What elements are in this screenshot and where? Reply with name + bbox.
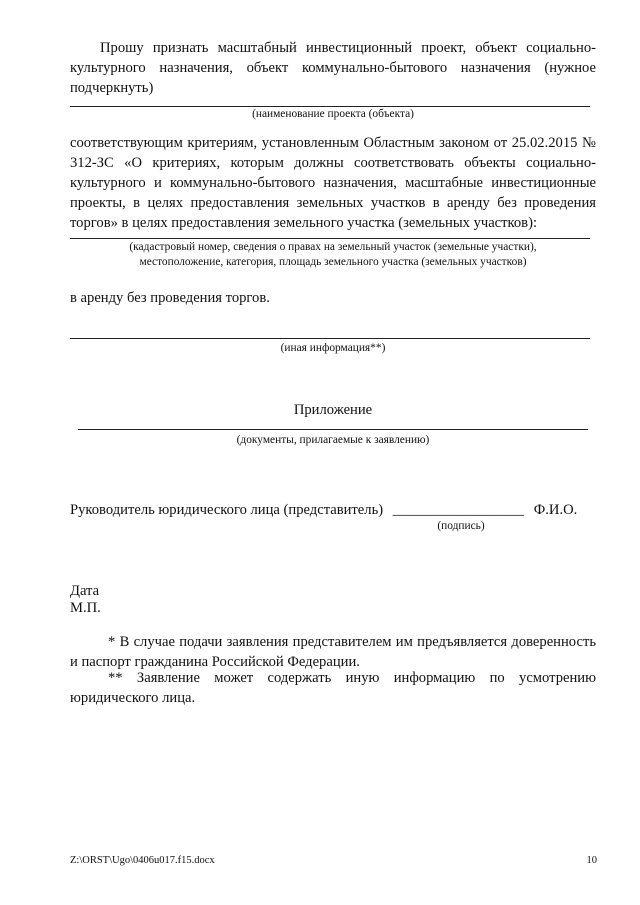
note-1-continuation: доверенность и паспорт гражданина Российской Федерации. — [70, 634, 596, 670]
note-2 — [70, 668, 596, 708]
other-info-caption: (иная информация**) — [280, 342, 386, 354]
land-caption-line-1: (кадастровый номер, сведения о правах на земельный участок (земельные участки), — [129, 241, 537, 253]
signature-name: Ф.И.О. — [533, 502, 578, 518]
criteria-paragraph — [70, 133, 596, 233]
note-1 — [70, 632, 596, 672]
footer-page-number: 10 — [586, 855, 597, 866]
note-2-first-line: ** Заявление может содержать иную информацию по усмотрению — [108, 670, 596, 686]
land-info-line — [70, 238, 590, 239]
date-label: Дата — [70, 583, 100, 599]
land-caption — [70, 240, 596, 270]
criteria-first-line: соответствующим критериям, установленным Областным законом от 25.02.2015 — [70, 135, 578, 151]
lease-text: в аренду без проведения торгов. — [70, 290, 270, 306]
land-caption-line-2: местоположение, категория, площадь земельного участка (земельных участков) — [139, 256, 527, 268]
intro-continuation: культурного назначения, объект коммунально-бытового назначения (нужное подчеркнуть) — [70, 60, 596, 96]
signature-tail: ____ — [494, 502, 525, 518]
intro-first-line: Прошу признать масштабный инвестиционный проект, объект социально- — [100, 40, 596, 56]
appendix-caption: (документы, прилагаемые к заявлению) — [236, 434, 430, 446]
intro-paragraph — [70, 38, 596, 98]
note-2-continuation: юридического лица. — [70, 690, 196, 706]
other-info-line — [70, 338, 590, 339]
appendix-line — [78, 429, 588, 430]
signature-label: Руководитель юридического лица (представитель) — [70, 502, 384, 518]
stamp-label: М.П. — [70, 600, 101, 616]
note-1-first-line: * В случае подачи заявления представителем им предъявляется — [108, 634, 508, 650]
signature-caption: (подпись) — [437, 520, 485, 532]
appendix-title: Приложение — [293, 402, 373, 418]
signature-row — [70, 500, 577, 520]
signature-blank: ______________ — [392, 502, 495, 518]
footer-file-path: Z:\ORST\Ugo\0406u017.f15.docx — [70, 855, 215, 866]
project-name-caption: (наименование проекта (объекта) — [252, 108, 414, 120]
criteria-continuation: № 312-ЗС «О критериях, которым должны соответствовать объекты социально-культурного и коммунально-бытового назначения, масштабные инвестиционные проекты, в целях предоставления земельных участков в аренду без проведения торгов» в целях предоставления земельного участка (земельных участков): — [70, 135, 596, 231]
